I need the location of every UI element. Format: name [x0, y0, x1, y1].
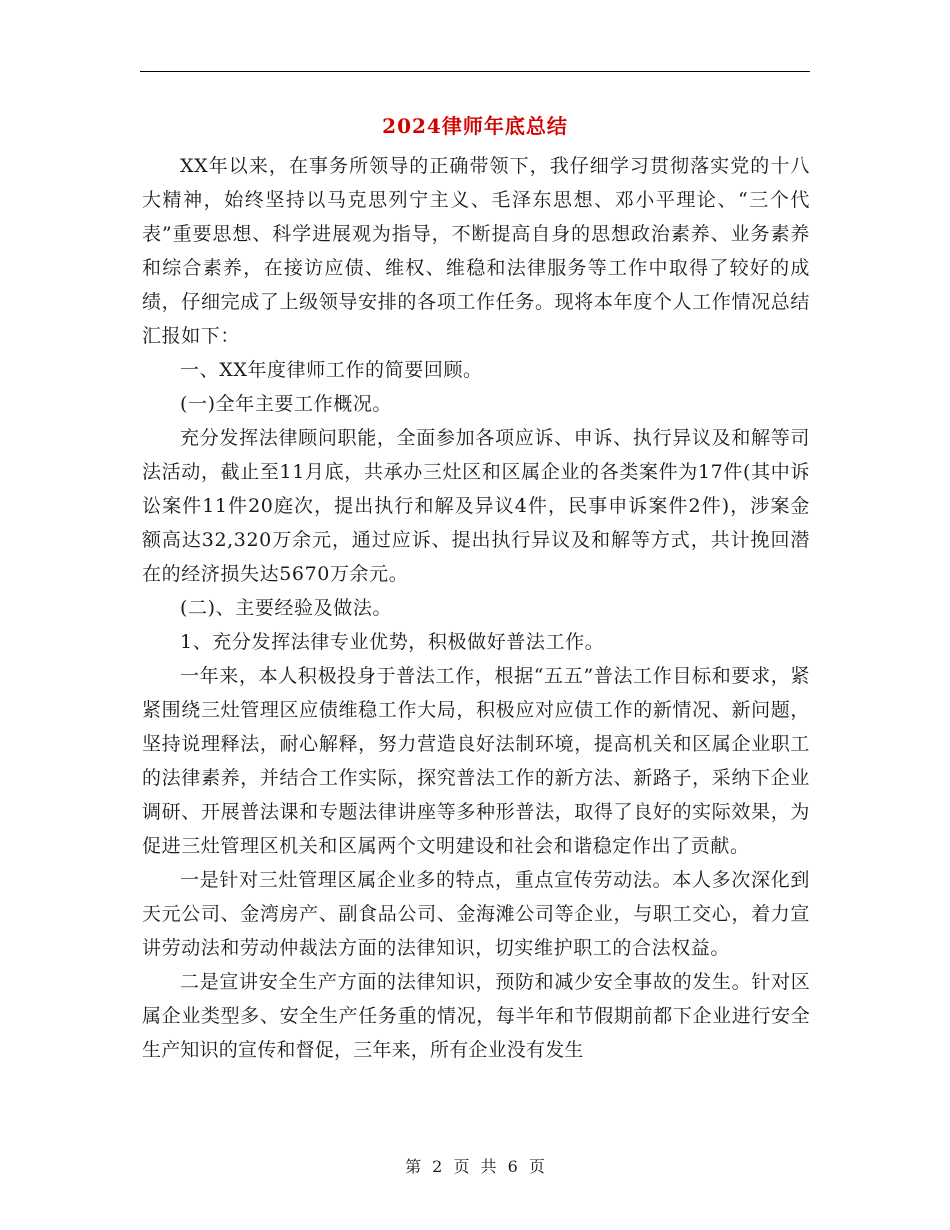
page-footer: 第 2 页 共 6 页 — [405, 1157, 545, 1176]
paragraph-legal-education: 一年来，本人积极投身于普法工作，根据“五五”普法工作目标和要求，紧紧围绕三灶管理区应债维稳工作大局，积极应对应债工作的新情况、新问题，坚持说理释法，耐心解释，努力营造良好法制环境，提高机关和区属企业职工的法律素养，并结合工作实际，探究普法工作的新方法、新路子，采纳下企业调研、开展普法课和专题法律讲座等多种形普法，取得了良好的实际效果，为促进三灶管理区机关和区属两个文明建设和社会和谐稳定作出了贡献。 — [142, 665, 810, 857]
paragraph-safety-production: 二是宣讲安全生产方面的法律知识，预防和减少安全事故的发生。针对区属企业类型多、安全生产任务重的情况，每半年和节假期前都下企业进行安全生产知识的宣传和督促，三年来，所有企业没有发生 — [142, 971, 810, 1061]
subsection-heading-1: (一)全年主要工作概况。 — [180, 393, 393, 415]
document-body — [142, 149, 810, 1067]
paragraph-intro: XX年以来，在事务所领导的正确带领下，我仔细学习贯彻落实党的十八大精神，始终坚持以马克思列宁主义、毛泽东思想、邓小平理论、“三个代表”重要思想、科学进展观为指导，不断提高自身的思想政治素养、业务素养和综合素养，在接访应债、维权、维稳和法律服务等工作中取得了较好的成绩，仔细完成了上级领导安排的各项工作任务。现将本年度个人工作情况总结汇报如下： — [142, 155, 810, 347]
subsection-heading-2: (二)、主要经验及做法。 — [180, 597, 393, 619]
header-rule — [140, 71, 810, 72]
paragraph-labor-law: 一是针对三灶管理区属企业多的特点，重点宣传劳动法。本人多次深化到天元公司、金湾房产、副食品公司、金海滩公司等企业，与职工交心，着力宣讲劳动法和劳动仲裁法方面的法律知识，切实维护职工的合法权益。 — [142, 869, 810, 959]
document-title: 2024律师年底总结 — [382, 114, 568, 138]
section-heading-1: 一、XX年度律师工作的简要回顾。 — [180, 359, 483, 381]
paragraph-work-overview: 充分发挥法律顾问职能，全面参加各项应诉、申诉、执行异议及和解等司法活动，截止至11月底，共承办三灶区和区属企业的各类案件为17件(其中诉讼案件11件20庭次，提出执行和解及异议4件，民事申诉案件2件)，涉案金额高达32,320万余元，通过应诉、提出执行异议及和解等方式，共计挽回潜在的经济损失达5670万余元。 — [142, 427, 810, 585]
item-heading-1: 1、充分发挥法律专业优势，积极做好普法工作。 — [180, 631, 605, 653]
